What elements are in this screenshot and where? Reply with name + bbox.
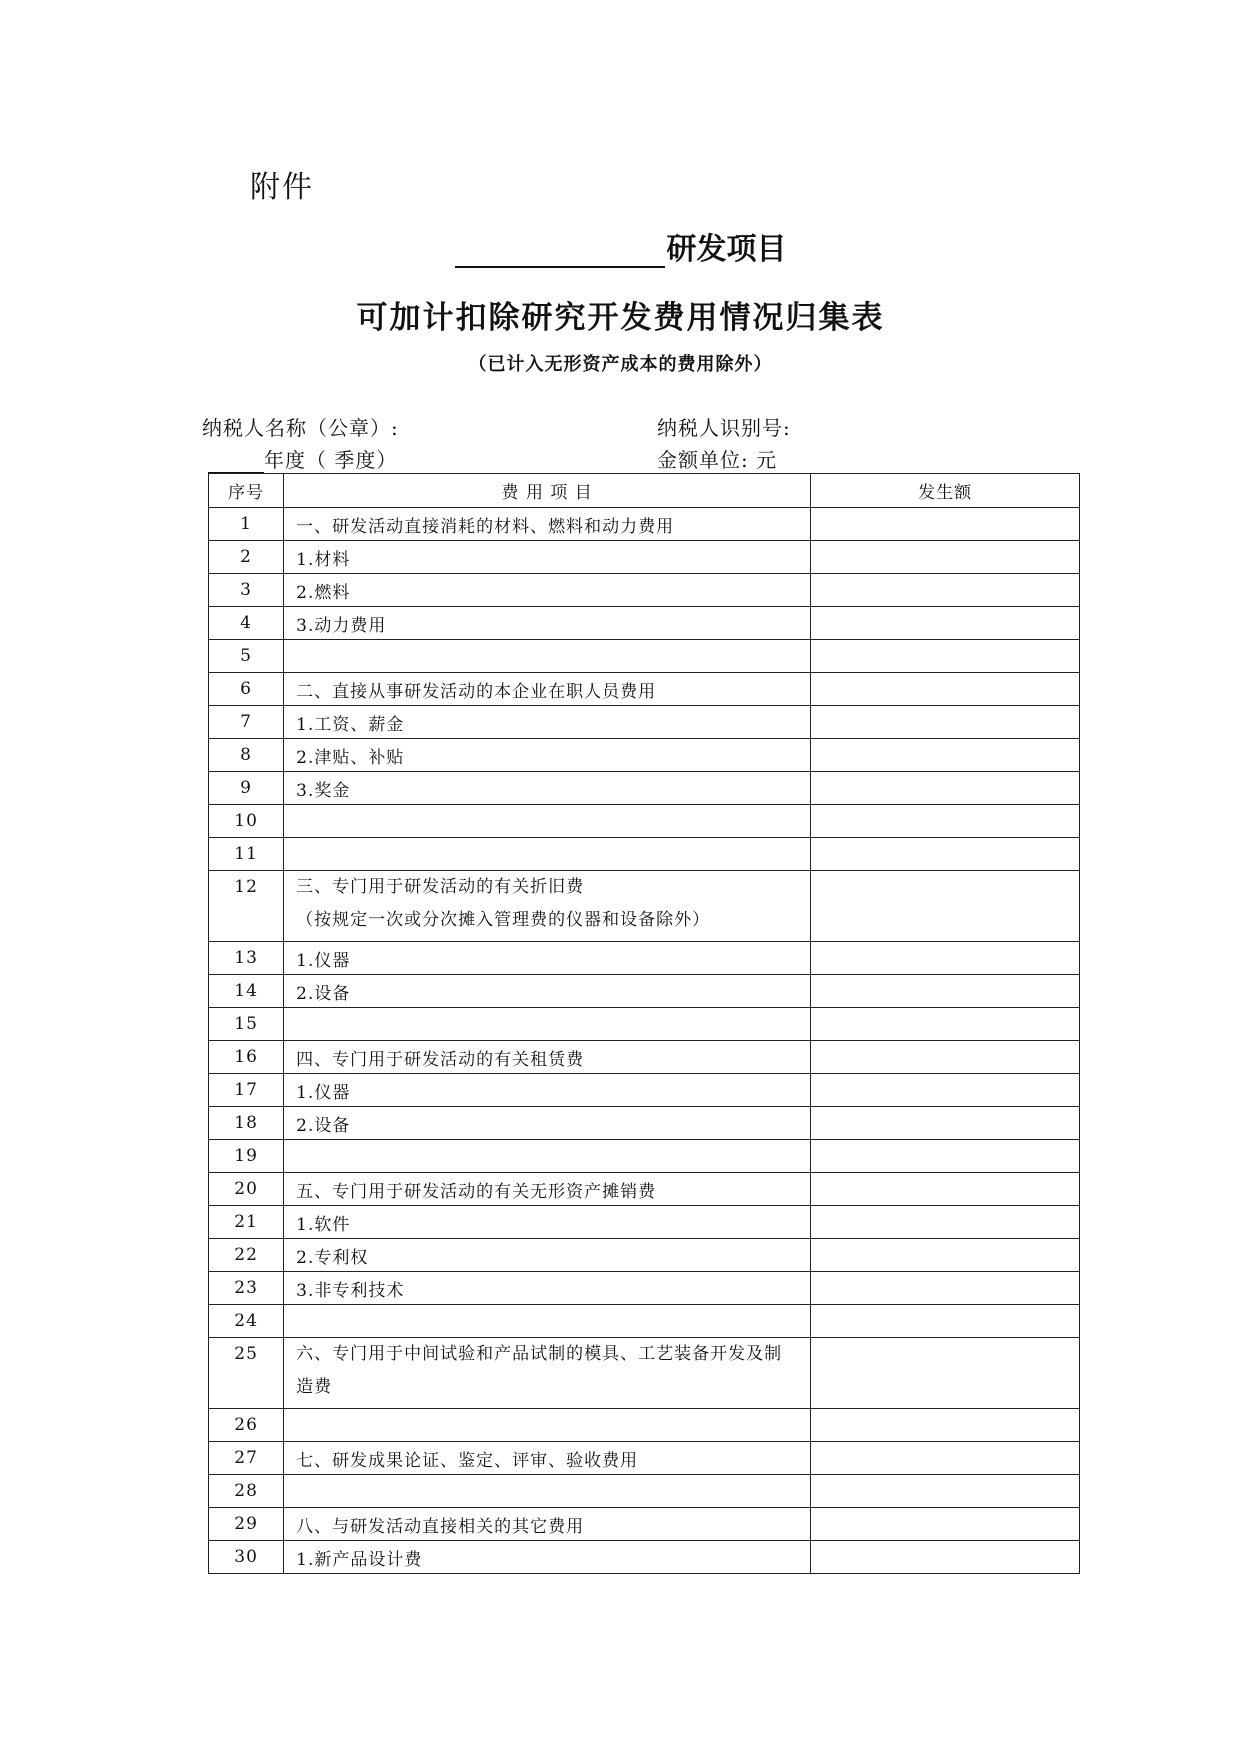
row-item — [284, 838, 811, 871]
row-item-text: 2.津贴、补贴 — [296, 747, 405, 768]
row-number: 5 — [209, 640, 284, 673]
table-row — [209, 1173, 1080, 1206]
row-item — [284, 541, 811, 574]
row-amount-cell[interactable] — [811, 1305, 1080, 1338]
row-item-text: 1.工资、薪金 — [296, 714, 405, 735]
taxpayer-name-label: 纳税人名称（公章）: — [202, 416, 399, 440]
row-amount-cell[interactable] — [811, 739, 1080, 772]
row-item-text: （按规定一次或分次摊入管理费的仪器和设备除外） — [296, 910, 711, 930]
row-number: 16 — [209, 1041, 284, 1074]
table-row — [209, 1442, 1080, 1475]
table-row — [209, 1107, 1080, 1140]
row-amount-cell[interactable] — [811, 805, 1080, 838]
table-row — [209, 574, 1080, 607]
table-header-row — [209, 474, 1080, 508]
row-number: 27 — [209, 1442, 284, 1475]
row-number: 2 — [209, 541, 284, 574]
row-item-text: 四、专门用于研发活动的有关租赁费 — [296, 1049, 585, 1070]
row-item-text: 二、直接从事研发活动的本企业在职人员费用 — [296, 681, 657, 702]
row-amount-cell[interactable] — [811, 975, 1080, 1008]
row-number: 19 — [209, 1140, 284, 1173]
row-number: 11 — [209, 838, 284, 871]
year-label: 年度（ 季度） — [264, 448, 398, 472]
row-amount-cell[interactable] — [811, 508, 1080, 541]
row-item — [284, 706, 811, 739]
row-item — [284, 574, 811, 607]
row-item — [284, 1041, 811, 1074]
row-amount-cell[interactable] — [811, 673, 1080, 706]
expense-table — [208, 473, 1080, 1574]
row-item-text: 3.奖金 — [296, 780, 351, 801]
table-row — [209, 640, 1080, 673]
row-item-text: 八、与研发活动直接相关的其它费用 — [296, 1516, 585, 1537]
row-item — [284, 805, 811, 838]
row-number: 8 — [209, 739, 284, 772]
table-row — [209, 541, 1080, 574]
row-item — [284, 975, 811, 1008]
row-number: 30 — [209, 1541, 284, 1574]
row-amount-cell[interactable] — [811, 706, 1080, 739]
row-amount-cell[interactable] — [811, 1140, 1080, 1173]
table-row — [209, 673, 1080, 706]
row-item-text: 三、专门用于研发活动的有关折旧费 — [296, 877, 585, 897]
row-item — [284, 1338, 811, 1409]
row-item-text: 造费 — [296, 1377, 333, 1397]
row-amount-cell[interactable] — [811, 1041, 1080, 1074]
row-item-text: 2.燃料 — [296, 582, 351, 603]
row-item-text: 1.新产品设计费 — [296, 1549, 423, 1570]
row-item — [284, 1008, 811, 1041]
table-row — [209, 508, 1080, 541]
row-item-text: 1.仪器 — [296, 950, 351, 971]
table-row — [209, 706, 1080, 739]
row-item — [284, 1541, 811, 1574]
header-item: 费 用 项 目 — [284, 474, 811, 508]
row-number: 10 — [209, 805, 284, 838]
row-item-text: 七、研发成果论证、鉴定、评审、验收费用 — [296, 1450, 639, 1471]
table-row — [209, 805, 1080, 838]
table-row — [209, 772, 1080, 805]
table-row — [209, 1338, 1080, 1409]
header-no: 序号 — [209, 474, 284, 508]
row-amount-cell[interactable] — [811, 1074, 1080, 1107]
row-amount-cell[interactable] — [811, 838, 1080, 871]
row-item — [284, 1239, 811, 1272]
table-row — [209, 1008, 1080, 1041]
table-row — [209, 838, 1080, 871]
row-amount-cell[interactable] — [811, 1475, 1080, 1508]
form-title: 可加计扣除研究开发费用情况归集表 — [356, 300, 885, 336]
row-item-text: 2.设备 — [296, 1115, 351, 1136]
row-number: 14 — [209, 975, 284, 1008]
row-number: 13 — [209, 942, 284, 975]
row-item-text: 1.软件 — [296, 1214, 351, 1235]
row-item — [284, 1173, 811, 1206]
table-row — [209, 1206, 1080, 1239]
row-item — [284, 871, 811, 942]
row-number: 24 — [209, 1305, 284, 1338]
row-item-text: 六、专门用于中间试验和产品试制的模具、工艺装备开发及制 — [296, 1344, 783, 1364]
row-amount-cell[interactable] — [811, 640, 1080, 673]
row-number: 1 — [209, 508, 284, 541]
row-item-text: 1.仪器 — [296, 1082, 351, 1103]
row-number: 9 — [209, 772, 284, 805]
table-row — [209, 1272, 1080, 1305]
row-item — [284, 607, 811, 640]
row-item-text: 3.非专利技术 — [296, 1280, 405, 1301]
table-row — [209, 1541, 1080, 1574]
row-amount-cell[interactable] — [811, 1338, 1080, 1409]
table-row — [209, 1074, 1080, 1107]
table-row — [209, 1475, 1080, 1508]
table-row — [209, 1041, 1080, 1074]
row-item — [284, 1272, 811, 1305]
table-body — [209, 508, 1080, 1574]
row-item — [284, 1409, 811, 1442]
row-item — [284, 1442, 811, 1475]
row-amount-cell[interactable] — [811, 1409, 1080, 1442]
row-item — [284, 739, 811, 772]
table-row — [209, 1239, 1080, 1272]
row-number: 17 — [209, 1074, 284, 1107]
row-amount-cell[interactable] — [811, 1442, 1080, 1475]
row-item — [284, 640, 811, 673]
row-item — [284, 1508, 811, 1541]
table-row — [209, 1409, 1080, 1442]
attachment-label: 附件 — [250, 170, 314, 205]
row-item — [284, 1475, 811, 1508]
table-row — [209, 1508, 1080, 1541]
row-amount-cell[interactable] — [811, 574, 1080, 607]
row-amount-cell[interactable] — [811, 607, 1080, 640]
row-item — [284, 772, 811, 805]
row-number: 7 — [209, 706, 284, 739]
row-number: 22 — [209, 1239, 284, 1272]
row-number: 12 — [209, 871, 284, 942]
row-item — [284, 1074, 811, 1107]
row-number: 15 — [209, 1008, 284, 1041]
row-item-text: 一、研发活动直接消耗的材料、燃料和动力费用 — [296, 516, 675, 537]
currency-label: 金额单位: 元 — [657, 448, 778, 472]
row-amount-cell[interactable] — [811, 1107, 1080, 1140]
row-item — [284, 1206, 811, 1239]
table-row — [209, 607, 1080, 640]
row-item-text: 2.专利权 — [296, 1247, 369, 1268]
project-title-suffix: 研发项目 — [666, 232, 787, 267]
row-number: 29 — [209, 1508, 284, 1541]
row-item — [284, 1107, 811, 1140]
form-subtitle: （已计入无形资产成本的费用除外） — [468, 354, 773, 375]
row-amount-cell[interactable] — [811, 1508, 1080, 1541]
row-number: 25 — [209, 1338, 284, 1409]
table-row — [209, 975, 1080, 1008]
row-amount-cell[interactable] — [811, 541, 1080, 574]
header-amount: 发生额 — [811, 474, 1080, 508]
row-amount-cell[interactable] — [811, 772, 1080, 805]
row-number: 20 — [209, 1173, 284, 1206]
row-number: 4 — [209, 607, 284, 640]
row-item-text: 3.动力费用 — [296, 615, 387, 636]
row-item-text: 五、专门用于研发活动的有关无形资产摊销费 — [296, 1181, 657, 1202]
row-item — [284, 1305, 811, 1338]
row-amount-cell[interactable] — [811, 1541, 1080, 1574]
row-item — [284, 1140, 811, 1173]
row-amount-cell[interactable] — [811, 1239, 1080, 1272]
year-blank[interactable] — [208, 452, 264, 473]
row-number: 26 — [209, 1409, 284, 1442]
row-item — [284, 508, 811, 541]
project-title — [0, 224, 1241, 268]
project-name-blank[interactable] — [455, 234, 665, 268]
row-item-text: 2.设备 — [296, 983, 351, 1004]
row-amount-cell[interactable] — [811, 1008, 1080, 1041]
table-row — [209, 942, 1080, 975]
row-number: 18 — [209, 1107, 284, 1140]
row-number: 23 — [209, 1272, 284, 1305]
row-amount-cell[interactable] — [811, 871, 1080, 942]
table-row — [209, 1305, 1080, 1338]
row-item — [284, 673, 811, 706]
row-number: 21 — [209, 1206, 284, 1239]
row-item-text: 1.材料 — [296, 549, 351, 570]
row-number: 28 — [209, 1475, 284, 1508]
row-amount-cell[interactable] — [811, 1206, 1080, 1239]
year-line — [208, 444, 397, 473]
row-number: 3 — [209, 574, 284, 607]
row-number: 6 — [209, 673, 284, 706]
row-amount-cell[interactable] — [811, 1272, 1080, 1305]
taxpayer-id-label: 纳税人识别号: — [657, 416, 791, 440]
table-row — [209, 871, 1080, 942]
row-item — [284, 942, 811, 975]
table-row — [209, 1140, 1080, 1173]
row-amount-cell[interactable] — [811, 942, 1080, 975]
table-row — [209, 739, 1080, 772]
row-amount-cell[interactable] — [811, 1173, 1080, 1206]
